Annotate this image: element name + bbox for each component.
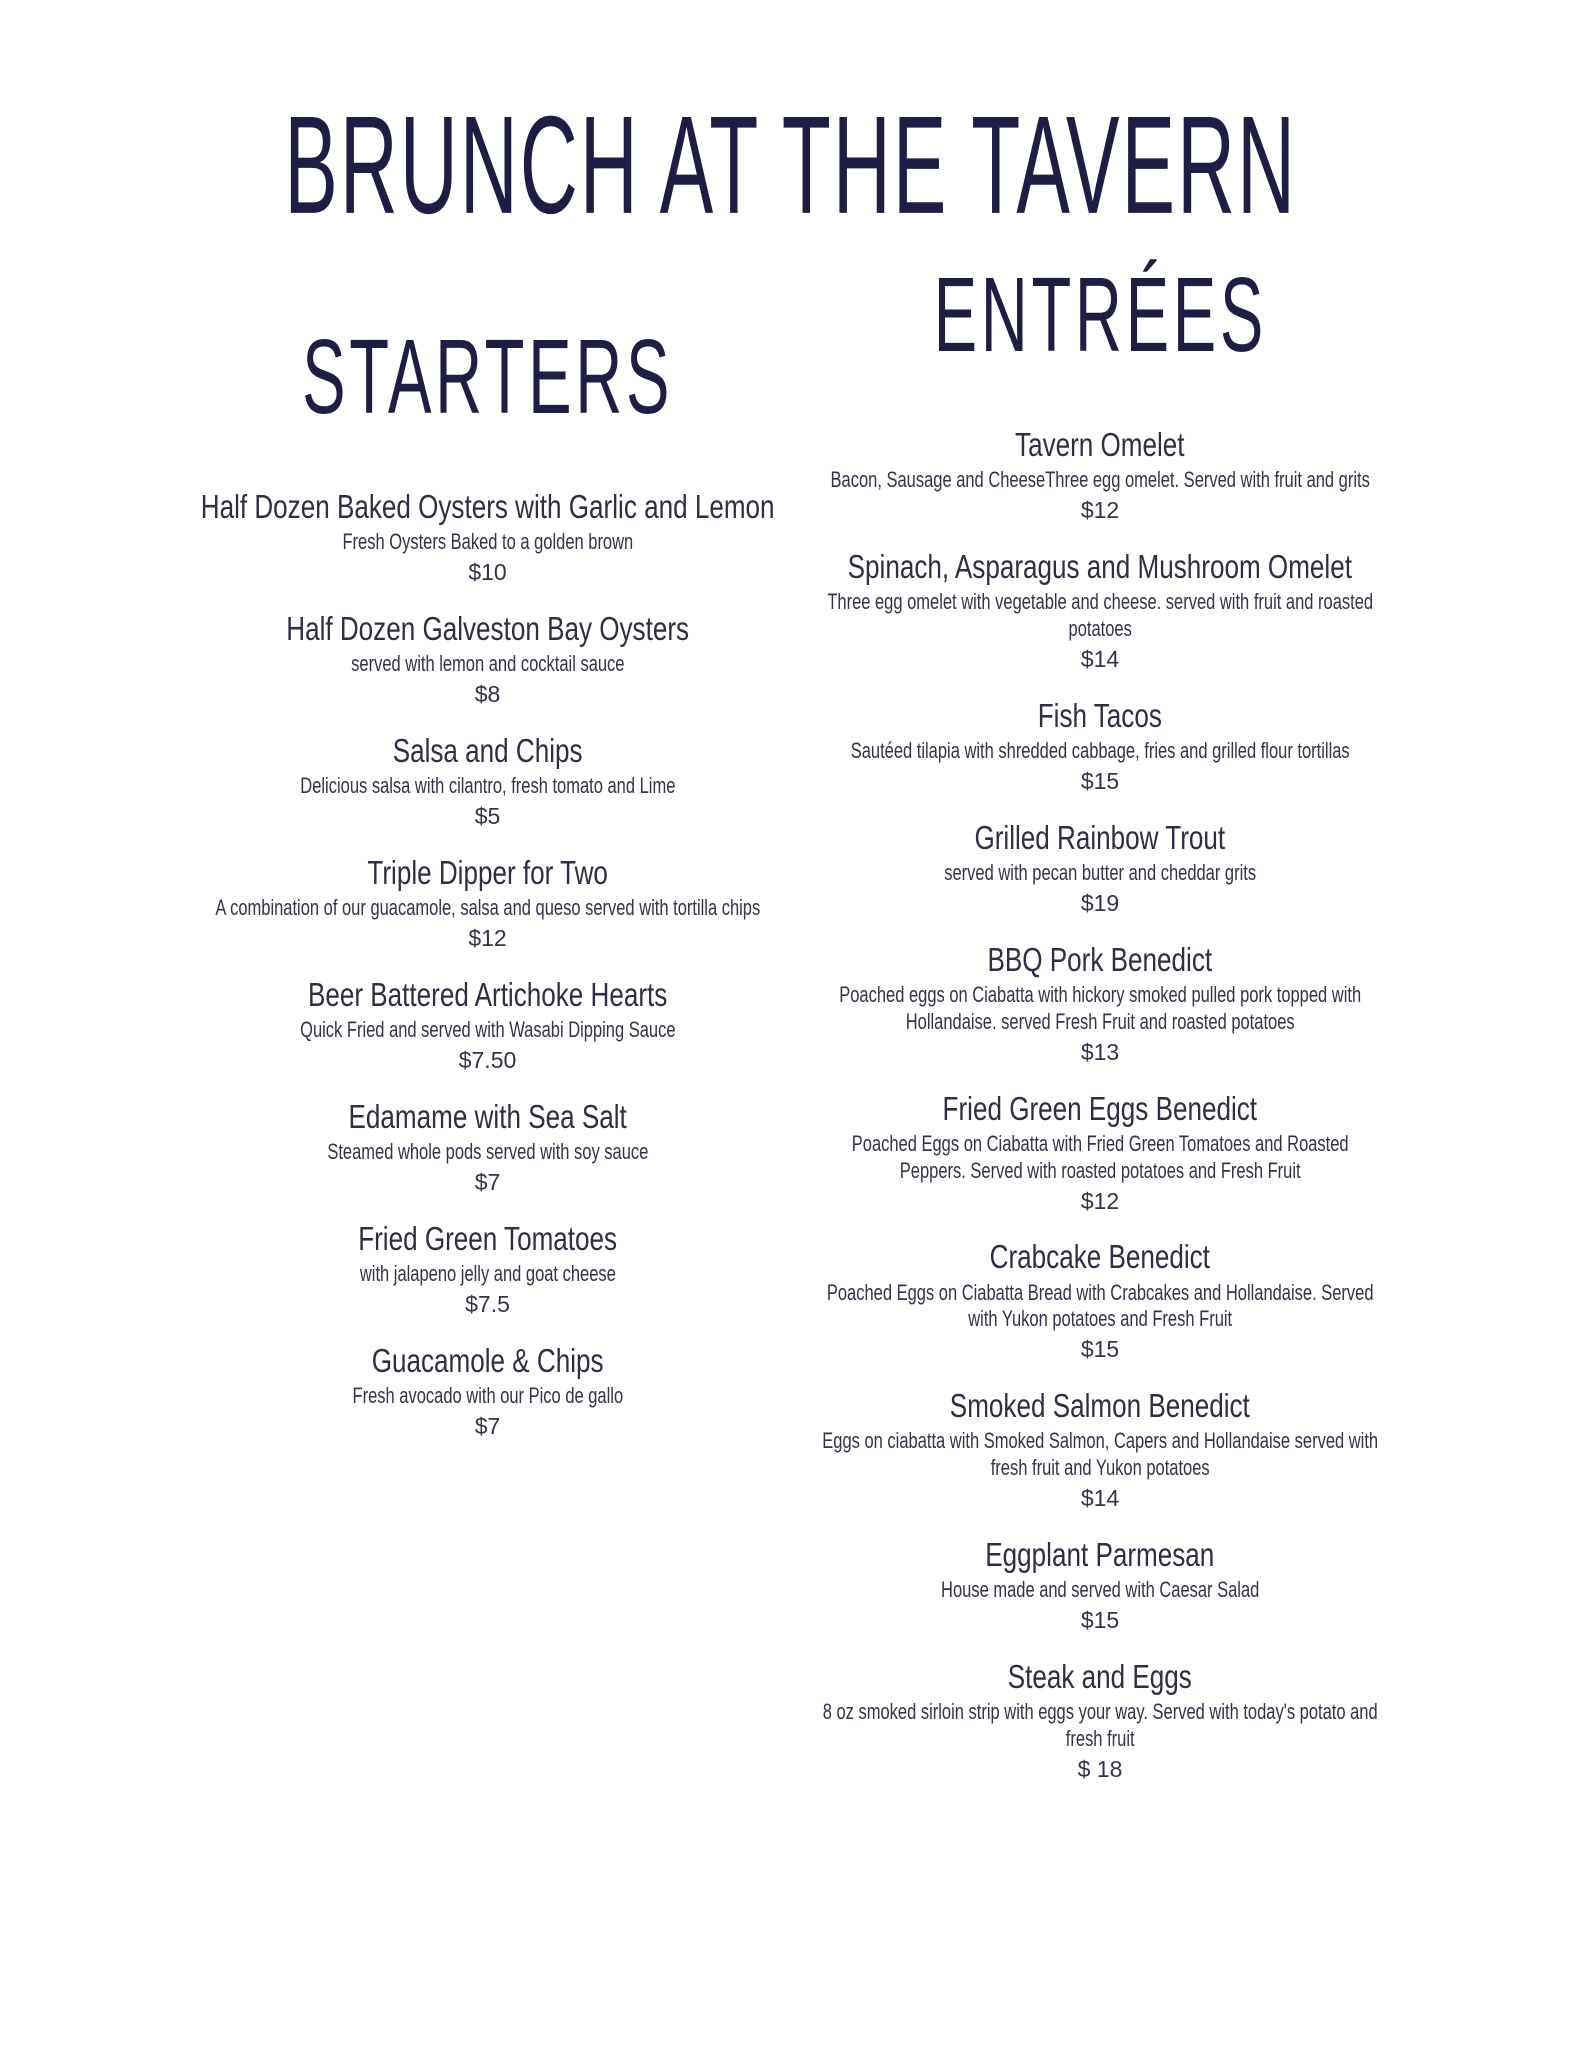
item-description: served with pecan butter and cheddar grits (944, 860, 1256, 886)
item-description: Poached Eggs on Ciabatta with Fried Green Tomatoes and Roasted Peppers. Served with roasted potatoes and Fresh Fruit (851, 1130, 1349, 1183)
item-name: Steak and Eggs (1007, 1658, 1193, 1695)
entrees-item-list (820, 426, 1380, 1785)
menu-item (160, 1098, 815, 1198)
item-name: BBQ Pork Benedict (987, 940, 1213, 978)
menu-item (160, 976, 815, 1076)
menu-item (160, 610, 815, 710)
item-name: Half Dozen Baked Oysters with Garlic and Lemon (200, 488, 775, 525)
item-description: Bacon, Sausage and CheeseThree egg omelet. Served with fruit and grits (830, 467, 1370, 493)
item-description: Poached Eggs on Ciabatta Bread with Crabcakes and Hollandaise. Served with Yukon potatoes and Fresh Fruit (826, 1279, 1374, 1332)
item-description: A combination of our guacamole, salsa and queso served with tortilla chips (215, 895, 760, 921)
menu-item (820, 1238, 1380, 1365)
item-price: $7.50 (458, 1047, 517, 1074)
menu-item (160, 488, 815, 588)
item-price: $15 (1080, 1336, 1120, 1363)
entrees-heading (820, 254, 1380, 374)
item-price: $7 (474, 1169, 501, 1196)
item-name: Fried Green Tomatoes (358, 1219, 617, 1257)
item-price: $13 (1080, 1038, 1120, 1065)
item-price: $10 (468, 559, 507, 586)
item-price: $15 (1080, 767, 1120, 794)
starters-item-list (160, 488, 815, 1442)
menu-columns (160, 254, 1582, 1807)
entrees-section (820, 254, 1380, 1807)
item-description: Fresh Oysters Baked to a golden brown (342, 529, 633, 555)
menu-item (820, 941, 1380, 1068)
item-name: Smoked Salmon Benedict (950, 1387, 1250, 1425)
item-name: Guacamole & Chips (371, 1341, 604, 1379)
item-description: 8 oz smoked sirloin strip with eggs your way. Served with today's potato and fresh fruit (822, 1699, 1378, 1752)
item-description: Sautéed tilapia with shredded cabbage, fries and grilled flour tortillas (850, 738, 1350, 764)
menu-item (820, 697, 1380, 797)
menu-item (820, 1536, 1380, 1636)
menu-item (160, 854, 815, 954)
item-description: Eggs on ciabatta with Smoked Salmon, Capers and Hollandaise served with fresh fruit and Yukon potatoes (822, 1428, 1378, 1481)
entrees-heading-text: ENTRÉES (933, 254, 1267, 374)
page-title (0, 87, 1582, 244)
item-description: Steamed whole pods served with soy sauce (326, 1139, 648, 1165)
item-description: served with lemon and cocktail sauce (350, 651, 625, 677)
item-name: Tavern Omelet (1015, 426, 1185, 463)
item-description: Fresh avocado with our Pico de gallo (352, 1383, 623, 1409)
item-price: $15 (1080, 1607, 1120, 1634)
item-price: $ 18 (1077, 1755, 1123, 1782)
item-price: $12 (1080, 497, 1120, 524)
item-name: Beer Battered Artichoke Hearts (307, 975, 668, 1013)
menu-item (820, 819, 1380, 919)
menu-item (820, 1658, 1380, 1785)
item-description: Poached eggs on Ciabatta with hickory smoked pulled pork topped with Hollandaise. served Fresh Fruit and roasted potatoes (839, 982, 1361, 1034)
item-description: Three egg omelet with vegetable and cheese. served with fruit and roasted potatoes (827, 589, 1373, 642)
menu-item (160, 732, 815, 832)
page-title-text: BRUNCH AT THE TAVERN (284, 87, 1298, 244)
item-name: Crabcake Benedict (989, 1238, 1211, 1276)
item-description: Quick Fried and served with Wasabi Dipping Sauce (299, 1017, 676, 1043)
item-price: $14 (1080, 1485, 1120, 1512)
menu-item (160, 1220, 815, 1320)
starters-section (160, 262, 815, 1464)
item-price: $5 (474, 803, 501, 830)
starters-heading-text: STARTERS (302, 316, 673, 436)
item-name: Eggplant Parmesan (985, 1536, 1215, 1574)
item-name: Triple Dipper for Two (367, 853, 608, 891)
item-name: Spinach, Asparagus and Mushroom Omelet (847, 547, 1353, 585)
item-name: Salsa and Chips (392, 731, 583, 769)
menu-item (820, 1387, 1380, 1514)
item-name: Half Dozen Galveston Bay Oysters (286, 609, 689, 647)
item-name: Fish Tacos (1037, 696, 1163, 734)
item-price: $14 (1080, 645, 1120, 672)
item-price: $8 (474, 681, 501, 708)
menu-item (820, 426, 1380, 526)
item-price: $12 (468, 925, 507, 952)
menu-item (160, 1342, 815, 1442)
item-price: $12 (1080, 1187, 1120, 1214)
item-description: Delicious salsa with cilantro, fresh tomato and Lime (299, 773, 676, 799)
item-name: Fried Green Eggs Benedict (942, 1089, 1258, 1127)
item-price: $19 (1080, 889, 1120, 916)
starters-heading (160, 316, 815, 436)
item-price: $7 (474, 1412, 501, 1439)
item-price: $7.5 (465, 1291, 510, 1317)
menu-item (820, 548, 1380, 675)
item-name: Grilled Rainbow Trout (974, 818, 1226, 856)
item-name: Edamame with Sea Salt (348, 1097, 627, 1135)
item-description: with jalapeno jelly and goat cheese (359, 1261, 616, 1287)
item-description: House made and served with Caesar Salad (940, 1577, 1260, 1603)
menu-item (820, 1090, 1380, 1217)
